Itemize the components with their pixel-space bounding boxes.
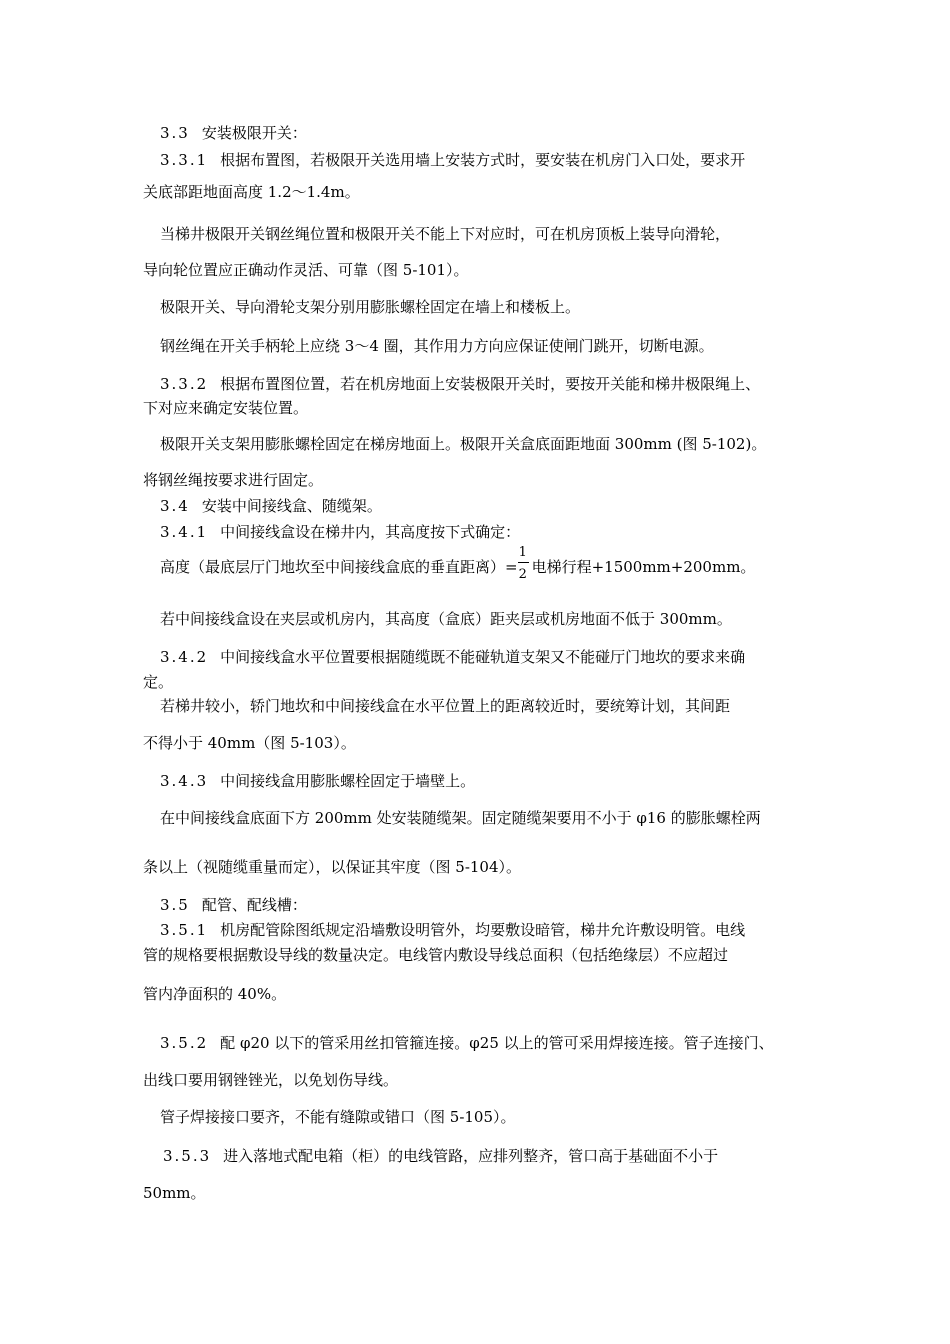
text-line: 关底部距地面高度 1.2～1.4m。 bbox=[143, 183, 360, 201]
text-line: 在中间接线盒底面下方 200mm 处安装随缆架。固定随缆架要用不小于 φ16 的膨胀螺栓两 bbox=[160, 809, 761, 827]
text-line: 管子焊接接口要齐，不能有缝隙或错口（图 5-105）。 bbox=[160, 1108, 516, 1126]
text-line: 管内净面积的 40%。 bbox=[143, 985, 287, 1003]
para-3-5-1: 3.5.1 机房配管除图纸规定沿墙敷设明管外，均要敷设暗管，梯井允许敷设明管。电线 bbox=[160, 921, 746, 939]
para-3-4-2: 3.4.2 中间接线盒水平位置要根据随缆既不能碰轨道支架又不能碰厅门地坎的要求来确 bbox=[160, 648, 746, 666]
text-line: 50mm。 bbox=[143, 1184, 206, 1202]
para-3-5-2: 3.5.2 配 φ20 以下的管采用丝扣管箍连接。φ25 以上的管可采用焊接连接。管子连接门、 bbox=[160, 1034, 774, 1052]
text-line: 定。 bbox=[143, 673, 174, 691]
para-3-5-3: 3.5.3 进入落地式配电箱（柜）的电线管路，应排列整齐，管口高于基础面不小于 bbox=[163, 1147, 719, 1165]
text-line: 若中间接线盒设在夹层或机房内，其高度（盒底）距夹层或机房地面不低于 300mm。 bbox=[160, 610, 732, 628]
para-3-4-1: 3.4.1 中间接线盒设在梯井内，其高度按下式确定： bbox=[160, 523, 521, 541]
heading-3-3: 3.3 安装极限开关： bbox=[160, 124, 307, 142]
fraction-one-half: $\frac{1}{2}$ bbox=[518, 545, 527, 582]
text-line: 下对应来确定安装位置。 bbox=[143, 399, 309, 417]
heading-3-4: 3.4 安装中间接线盒、随缆架。 bbox=[160, 497, 382, 515]
heading-3-5: 3.5 配管、配线槽： bbox=[160, 896, 307, 914]
text-line: 若梯井较小，轿门地坎和中间接线盒在水平位置上的距离较近时，要统筹计划，其间距 bbox=[160, 697, 731, 715]
text-line: 钢丝绳在开关手柄轮上应绕 3～4 圈，其作用力方向应保证使闸门跳开，切断电源。 bbox=[160, 337, 714, 355]
text-line: 极限开关支架用膨胀螺栓固定在梯房地面上。极限开关盒底面距地面 300mm (图 5-102)。 bbox=[160, 435, 767, 453]
text-line: 条以上（视随缆重量而定），以保证其牢度（图 5-104）。 bbox=[143, 858, 522, 876]
text-line: 将钢丝绳按要求进行固定。 bbox=[143, 471, 324, 489]
text-line: 出线口要用钢锉锉光，以免划伤导线。 bbox=[143, 1071, 399, 1089]
text-line: 当梯井极限开关钢丝绳位置和极限开关不能上下对应时，可在机房顶板上装导向滑轮， bbox=[160, 225, 731, 243]
text-line: 导向轮位置应正确动作灵活、可靠（图 5-101）。 bbox=[143, 261, 469, 279]
para-3-4-3: 3.4.3 中间接线盒用膨胀螺栓固定于墙壁上。 bbox=[160, 772, 476, 790]
para-3-3-1: 3.3.1 根据布置图，若极限开关选用墙上安装方式时，要安装在机房门入口处，要求开 bbox=[160, 151, 746, 169]
para-3-3-2: 3.3.2 根据布置图位置，若在机房地面上安装极限开关时，要按开关能和梯井极限绳上、 bbox=[160, 375, 761, 393]
formula-line: 高度（最底层厅门地坎至中间接线盒底的垂直距离）= $\frac{1}{2}$ 电梯行程+1500mm+200mm。 bbox=[160, 545, 756, 582]
text-line: 极限开关、导向滑轮支架分别用膨胀螺栓固定在墙上和楼板上。 bbox=[160, 298, 581, 316]
text-line: 不得小于 40mm（图 5-103）。 bbox=[143, 734, 356, 752]
text-line: 管的规格要根据敷设导线的数量决定。电线管内敷设导线总面积（包括绝缘层）不应超过 bbox=[143, 946, 729, 964]
